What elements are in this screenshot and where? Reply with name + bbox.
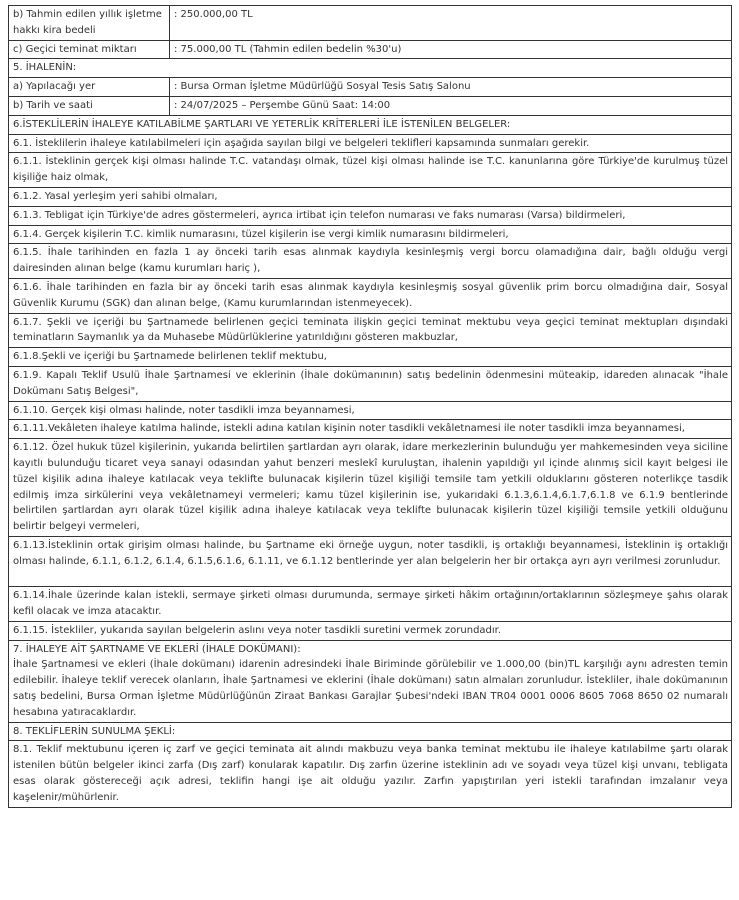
table-row xyxy=(9,587,732,622)
table-row xyxy=(9,206,732,225)
clause-text: 6.1.2. Yasal yerleşim yeri sahibi olmaları, xyxy=(9,187,732,206)
clause-text: 6.1.13.İsteklinin ortak girişim olması halinde, bu Şartname eki örneğe uygun, noter tasdikli, iş ortaklığı beyannamesi, İsteklinin iş ortaklığı olması halinde, 6.1.1, 6.1.2, 6.1.4, 6.1.5,6.1.6, 6.1.11, ve 6.1.12 bentlerinde yer alan belgelerin her bir ortakça ayrı ayrı verilmesi zorunludur. xyxy=(9,537,732,587)
section-7 xyxy=(9,640,732,722)
row-label: c) Geçici teminat miktarı xyxy=(9,40,170,59)
table-row xyxy=(9,244,732,279)
table-row xyxy=(9,741,732,807)
row-label: a) Yapılacağı yer xyxy=(9,78,170,97)
clause-text: 6.1.11.Vekâleten ihaleye katılma halinde, istekli adına katılan kişinin noter tasdikli vekâletnamesi ile noter tasdikli imza beyannamesi, xyxy=(9,420,732,439)
clause-text: İhale Şartnamesi ve ekleri (İhale dokümanı) idarenin adresindeki İhale Biriminde görülebilir ve 1.000,00 (bin)TL karşılığı aynı adresten temin edilebilir. İhaleye teklif verecek olanların, İhale Şartnamesi ve eklerini (İhale dokümanı) satın almaları zorunludur. İstekliler, ihale dokümanının satış bedelini, Bursa Orman İşletme Müdürlüğünün Ziraat Bankası Garajlar Şubesi'ndeki IBAN TR04 0001 0006 8605 7068 8650 02 numaralı hesabına yatıracaklardır. xyxy=(13,659,728,718)
table-row xyxy=(9,348,732,367)
row-label: b) Tarih ve saati xyxy=(9,96,170,115)
clause-text: 6.1.1. İsteklinin gerçek kişi olması halinde T.C. vatandaşı olmak, tüzel kişi olması halinde ise T.C. kanunlarına göre Türkiye'de kurulmuş tüzel kişiliğe haiz olmak, xyxy=(9,153,732,188)
clause-text: 6.1.7. Şekli ve içeriği bu Şartnamede belirlenen geçici teminata ilişkin geçici teminat mektubu veya geçici teminat mektupları dışındaki teminatların Saymanlık ya da Muhasebe Müdürlüklerine yatırıldığını gösteren makbuzlar, xyxy=(9,313,732,348)
clause-text: 6.1.6. İhale tarihinden en fazla bir ay önceki tarih esas alınmak kaydıyla kesinleşmiş sosyal güvenlik prim borcu olmadığına dair, Sosyal Güvenlik Kurumu (SGK) dan alınan belge, (Kamu kurumlarından istenmeyecek). xyxy=(9,278,732,313)
table-row xyxy=(9,6,732,41)
clause-text: 6.1.15. İstekliler, yukarıda sayılan belgelerin aslını veya noter tasdikli suretini vermek zorundadır. xyxy=(9,621,732,640)
clause-text: 6.1.10. Gerçek kişi olması halinde, noter tasdikli imza beyannamesi, xyxy=(9,401,732,420)
row-value: : 250.000,00 TL xyxy=(170,6,732,41)
table-row xyxy=(9,115,732,134)
table-row xyxy=(9,78,732,97)
table-row xyxy=(9,187,732,206)
row-value: : Bursa Orman İşletme Müdürlüğü Sosyal Tesis Satış Salonu xyxy=(170,78,732,97)
clause-text: 6.1.3. Tebligat için Türkiye'de adres göstermeleri, ayrıca irtibat için telefon numarası ve faks numarası (Varsa) bildirmeleri, xyxy=(9,206,732,225)
clause-text: 8.1. Teklif mektubunu içeren iç zarf ve geçici teminata ait alındı makbuzu veya banka teminat mektubu ile ihaleye katılabilme şartı olarak istenilen bütün belgeler ikinci zarfa (Dış zarf) konularak kapatılır. Dış zarfın üzerine isteklinin adı ve soyadı veya tüzel kişi unvanı, tebligata esas olarak göstereceği açık adresi, teklifin hangi işe ait olduğu yazılır. Zarfın yapıştırılan yeri istekli tarafından imzalanır veya kaşelenir/mühürlenir. xyxy=(9,741,732,807)
row-value: : 75.000,00 TL (Tahmin edilen bedelin %30'u) xyxy=(170,40,732,59)
clause-text: 6.1.8.Şekli ve içeriği bu Şartnamede belirlenen teklif mektubu, xyxy=(9,348,732,367)
table-row xyxy=(9,537,732,587)
clause-text: 6.1.5. İhale tarihinden en fazla 1 ay önceki tarih esas alınmak kaydıyla kesinleşmiş vergi borcu olamadığına dair, bağlı olduğu vergi dairesinden alınan belge (kamu kurumları hariç ), xyxy=(9,244,732,279)
table-row xyxy=(9,225,732,244)
table-row xyxy=(9,722,732,741)
table-row xyxy=(9,59,732,78)
clause-text: 6.1.9. Kapalı Teklif Usulü İhale Şartnamesi ve eklerinin (İhale dokümanının) satış bedelinin ödenmesini müteakip, idareden alınacak "İhale Dokümanı Satış Belgesi", xyxy=(9,366,732,401)
table-row xyxy=(9,640,732,722)
table-row xyxy=(9,153,732,188)
clause-text: 6.1.12. Özel hukuk tüzel kişilerinin, yukarıda belirtilen şartlardan ayrı olarak, idare merkezlerinin bulunduğu yer mahkemesinden veya siciline kayıtlı bulunduğu ticaret veya sanayi odasından yahut benzeri meslekî kuruluştan, ihalenin yapıldığı yıl içinde alınmış sicil kayıt belgesi ile tüzel kişilik adına ihaleye katılacak veya teklifte bulunacak kişilerin tüzel kişiliği temsile tam yetkili olduklarını gösteren noterlikçe tasdik edilmiş imza sirkülerini veya vekâletnameyi vermeleri; kamu tüzel kişilerinin ise, yukarıdaki 6.1.3,6.1.4,6.1.7,6.1.8 ve 6.1.9 bentlerinde belirtilen şartlardan ayrı olarak tüzel kişilik adına ihaleye katılacak veya teklifte bulunacak kişilerin tüzel kişiliği temsile yetkili olduğunu belirtir belgeyi vermeleri, xyxy=(9,439,732,537)
table-row xyxy=(9,134,732,153)
table-row xyxy=(9,278,732,313)
section-heading: 8. TEKLİFLERİN SUNULMA ŞEKLİ: xyxy=(9,722,732,741)
table-row xyxy=(9,40,732,59)
clause-text: 6.1.14.İhale üzerinde kalan istekli, sermaye şirketi olması durumunda, sermaye şirketi hâkim ortağının/ortaklarının sözleşmeye şahıs olarak kefil olacak ve imza atacaktır. xyxy=(9,587,732,622)
table-row xyxy=(9,420,732,439)
row-label: b) Tahmin edilen yıllık işletme hakkı kira bedeli xyxy=(9,6,170,41)
section-heading: 6.İSTEKLİLERİN İHALEYE KATILABİLME ŞARTLARI VE YETERLİK KRİTERLERİ İLE İSTENİLEN BELGELER: xyxy=(9,115,732,134)
table-row xyxy=(9,439,732,537)
section-heading: 5. İHALENİN: xyxy=(9,59,732,78)
clause-text: 6.1. İsteklilerin ihaleye katılabilmeleri için aşağıda sayılan bilgi ve belgeleri teklifleri kapsamında sunmaları gerekir. xyxy=(9,134,732,153)
tender-spec-table xyxy=(8,5,732,808)
section-heading: 7. İHALEYE AİT ŞARTNAME VE EKLERİ (İHALE DOKÜMANI): xyxy=(13,643,301,655)
row-value: : 24/07/2025 – Perşembe Günü Saat: 14:00 xyxy=(170,96,732,115)
table-row xyxy=(9,96,732,115)
table-row xyxy=(9,401,732,420)
clause-text: 6.1.4. Gerçek kişilerin T.C. kimlik numarasını, tüzel kişilerin ise vergi kimlik numarasını bildirmeleri, xyxy=(9,225,732,244)
table-row xyxy=(9,366,732,401)
table-row xyxy=(9,621,732,640)
table-row xyxy=(9,313,732,348)
